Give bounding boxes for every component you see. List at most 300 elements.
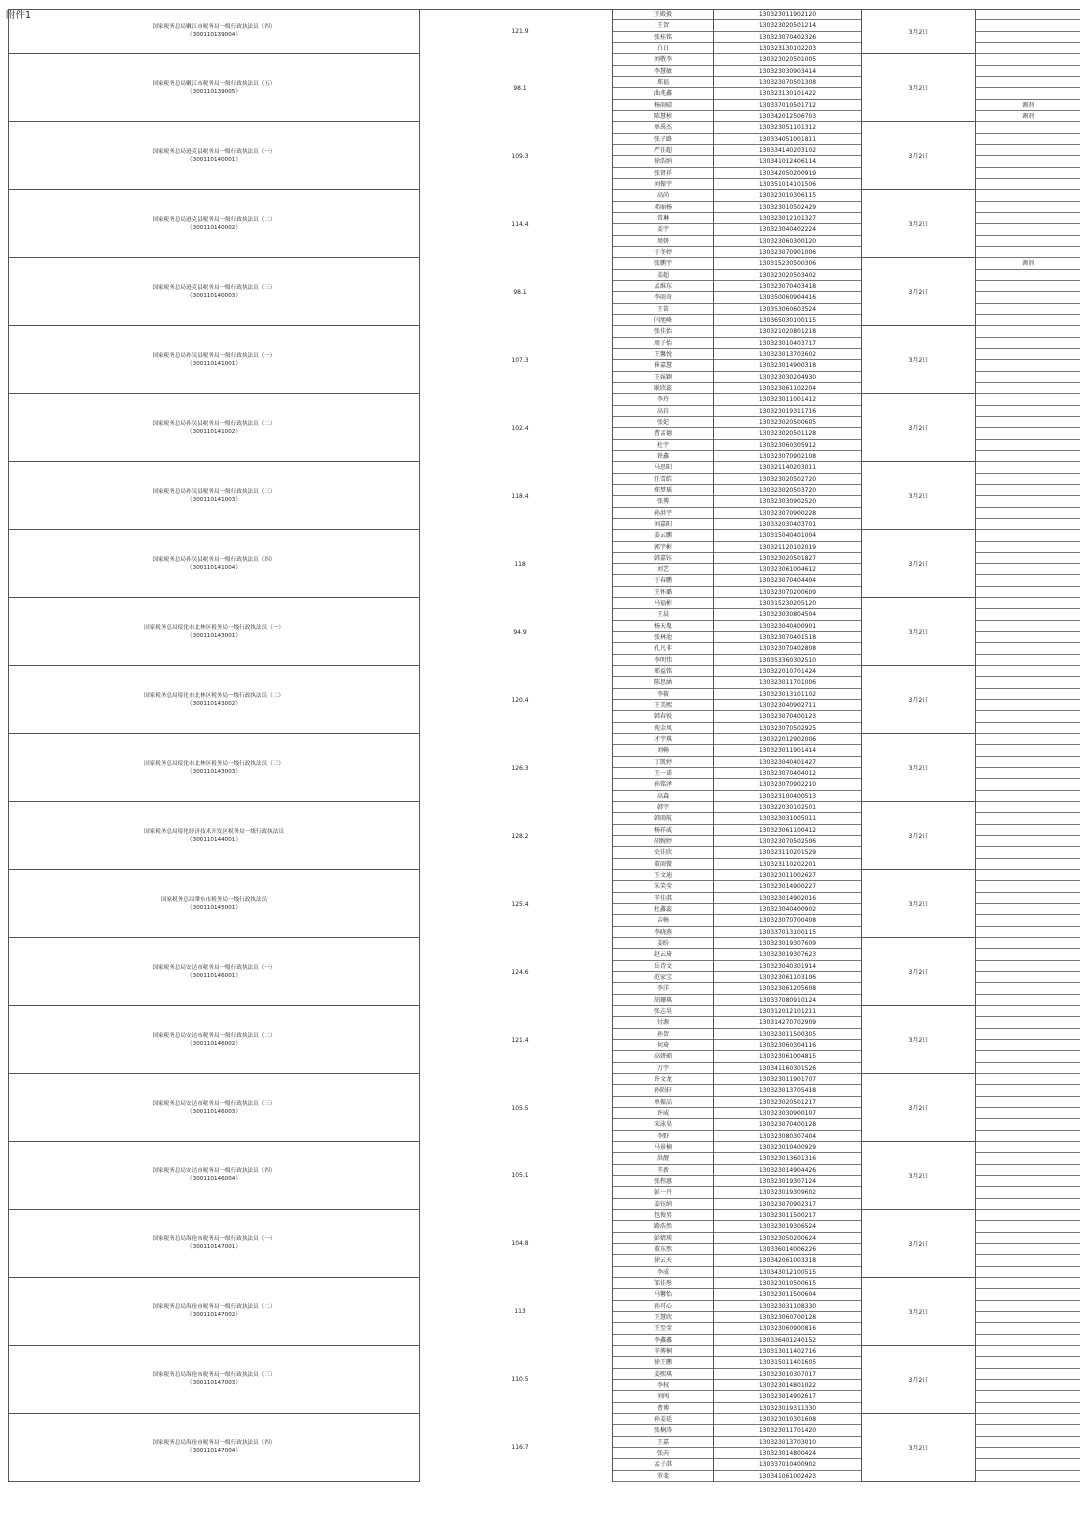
ids-column bbox=[714, 1210, 862, 1278]
candidate-id: 130323013703010 bbox=[714, 1437, 861, 1448]
note-cell bbox=[976, 1369, 1080, 1380]
candidate-name: 路浩然 bbox=[613, 1221, 713, 1232]
candidate-name: 杨祥威 bbox=[613, 825, 713, 836]
candidate-id: 130323020501214 bbox=[714, 20, 861, 31]
candidate-name: 于春鹏 bbox=[613, 575, 713, 586]
notes-column bbox=[976, 54, 1080, 122]
candidate-id: 130323010301608 bbox=[714, 1414, 861, 1425]
note-cell bbox=[976, 1063, 1080, 1074]
notes-column bbox=[976, 1210, 1080, 1278]
candidate-name: 马景楠 bbox=[613, 1142, 713, 1153]
note-cell bbox=[976, 281, 1080, 292]
note-cell bbox=[976, 66, 1080, 77]
candidate-id: 130323061102204 bbox=[714, 383, 861, 394]
interview-date-cell: 3月2日 bbox=[862, 530, 976, 598]
candidate-name: 单禹杰 bbox=[613, 122, 713, 133]
notes-column bbox=[976, 394, 1080, 462]
candidate-id: 130323130102203 bbox=[714, 43, 861, 54]
position-title: 国家税务总局安达市税务局一级行政执法员（二） bbox=[152, 1032, 276, 1039]
position-code: （300110146002） bbox=[187, 1040, 241, 1047]
candidate-id: 130323070901006 bbox=[714, 247, 861, 258]
candidate-id: 130323130101422 bbox=[714, 88, 861, 99]
candidate-name: 于冬婷 bbox=[613, 247, 713, 258]
candidate-name: 刘艺 bbox=[613, 564, 713, 575]
position-group bbox=[8, 1278, 1080, 1346]
candidate-id: 130323031005011 bbox=[714, 813, 861, 824]
position-title: 国家税务总局安达市税务局一级行政执法员（三） bbox=[152, 1100, 276, 1107]
names-column bbox=[612, 598, 714, 666]
candidate-id: 130323010400929 bbox=[714, 1142, 861, 1153]
position-title: 国家税务总局孙吴县税务局一级行政执法员（一） bbox=[152, 352, 276, 359]
position-cell bbox=[8, 666, 420, 734]
candidate-name: 李玲 bbox=[613, 394, 713, 405]
note-cell bbox=[976, 859, 1080, 870]
names-column bbox=[612, 802, 714, 870]
min-score-cell: 98.1 bbox=[513, 288, 527, 296]
candidate-name: 张妃 bbox=[613, 417, 713, 428]
ids-column bbox=[714, 9, 862, 54]
candidate-id: 130323014900227 bbox=[714, 881, 861, 892]
note-cell bbox=[976, 372, 1080, 383]
notes-column bbox=[976, 462, 1080, 530]
candidate-name: 郑梦瑶 bbox=[613, 485, 713, 496]
note-cell bbox=[976, 292, 1080, 303]
candidate-id: 130323019306524 bbox=[714, 1221, 861, 1232]
note-cell bbox=[976, 1074, 1080, 1085]
candidate-name: 赵云琦 bbox=[613, 949, 713, 960]
position-title: 国家税务总局安达市税务局一级行政执法员（四） bbox=[152, 1168, 276, 1175]
notes-column bbox=[976, 1142, 1080, 1210]
position-cell bbox=[8, 394, 420, 462]
ids-column bbox=[714, 1142, 862, 1210]
candidate-id: 130323070404404 bbox=[714, 575, 861, 586]
note-cell bbox=[976, 927, 1080, 938]
candidate-name: 辛博桐 bbox=[613, 1346, 713, 1357]
note-cell bbox=[976, 632, 1080, 643]
candidate-id: 130351014101506 bbox=[714, 179, 861, 190]
interview-date-cell: 3月2日 bbox=[862, 9, 976, 54]
candidate-id: 130323070502925 bbox=[714, 723, 861, 734]
candidate-name: 邹佳彤 bbox=[613, 1278, 713, 1289]
min-score-cell: 105.5 bbox=[511, 1104, 529, 1112]
candidate-name: 李成 bbox=[613, 1267, 713, 1278]
interview-date-cell: 3月2日 bbox=[862, 598, 976, 666]
position-group bbox=[8, 870, 1080, 938]
note-cell bbox=[976, 779, 1080, 790]
candidate-name: 徐王鹏 bbox=[613, 1357, 713, 1368]
names-column bbox=[612, 1278, 714, 1346]
candidate-id: 130323030900107 bbox=[714, 1108, 861, 1119]
candidate-id: 130323014904426 bbox=[714, 1165, 861, 1176]
candidate-name: 张志昊 bbox=[613, 1006, 713, 1017]
note-cell bbox=[976, 417, 1080, 428]
position-group bbox=[8, 258, 1080, 326]
candidate-id: 130323020500605 bbox=[714, 417, 861, 428]
notes-column bbox=[976, 870, 1080, 938]
note-cell bbox=[976, 904, 1080, 915]
candidate-id: 130323011500604 bbox=[714, 1289, 861, 1300]
candidate-name: 孟维东 bbox=[613, 281, 713, 292]
position-title: 国家税务总局绥化市北林区税务局一级行政执法员（二） bbox=[144, 692, 284, 699]
note-cell bbox=[976, 1040, 1080, 1051]
position-title: 国家税务总局海伦市税务局一级行政执法员（一） bbox=[152, 1236, 276, 1243]
candidate-name: 王馨悦 bbox=[613, 349, 713, 360]
candidate-id: 130323011500305 bbox=[714, 1029, 861, 1040]
candidate-id: 130337010501712 bbox=[714, 100, 861, 111]
note-cell bbox=[976, 1006, 1080, 1017]
candidate-name: 李筱 bbox=[613, 689, 713, 700]
note-cell bbox=[976, 1029, 1080, 1040]
candidate-id: 130323019311330 bbox=[714, 1403, 861, 1414]
candidate-name: 马思阳 bbox=[613, 462, 713, 473]
ids-column bbox=[714, 1006, 862, 1074]
note-cell: 调剂 bbox=[976, 111, 1080, 122]
candidate-name: 邓丽杨 bbox=[613, 202, 713, 213]
candidate-name: 周妍 bbox=[613, 236, 713, 247]
candidate-name: 单振品 bbox=[613, 1097, 713, 1108]
note-cell bbox=[976, 587, 1080, 598]
candidate-id: 130323060304116 bbox=[714, 1040, 861, 1051]
candidate-name: 洪靓 bbox=[613, 1153, 713, 1164]
position-group bbox=[8, 1006, 1080, 1074]
candidate-id: 130323060300120 bbox=[714, 236, 861, 247]
position-cell bbox=[8, 1006, 420, 1074]
candidate-name: 王晨 bbox=[613, 609, 713, 620]
note-cell bbox=[976, 893, 1080, 904]
note-cell bbox=[976, 1459, 1080, 1470]
note-cell bbox=[976, 88, 1080, 99]
candidate-id: 130323070402808 bbox=[714, 643, 861, 654]
candidate-name: 李慧敏 bbox=[613, 66, 713, 77]
min-score-cell: 104.8 bbox=[511, 1240, 529, 1248]
names-column bbox=[612, 1006, 714, 1074]
ids-column bbox=[714, 870, 862, 938]
candidate-id: 130342012506703 bbox=[714, 111, 861, 122]
ids-column bbox=[714, 598, 862, 666]
candidate-name: 高妍硕 bbox=[613, 1051, 713, 1062]
candidate-id: 130323010500615 bbox=[714, 1278, 861, 1289]
note-cell bbox=[976, 224, 1080, 235]
note-cell bbox=[976, 20, 1080, 31]
candidate-id: 130323030804504 bbox=[714, 609, 861, 620]
position-cell bbox=[8, 462, 420, 530]
notes-column bbox=[976, 1074, 1080, 1142]
candidate-id: 130323070502506 bbox=[714, 836, 861, 847]
candidate-id: 130315230500306 bbox=[714, 258, 861, 269]
note-cell bbox=[976, 542, 1080, 553]
candidate-id: 130323070501308 bbox=[714, 77, 861, 88]
candidate-id: 130323031108330 bbox=[714, 1301, 861, 1312]
candidate-id: 130322030102501 bbox=[714, 802, 861, 813]
candidate-name: 曹孟德 bbox=[613, 428, 713, 439]
note-cell bbox=[976, 1097, 1080, 1108]
candidate-id: 130323040902711 bbox=[714, 700, 861, 711]
note-cell bbox=[976, 1119, 1080, 1130]
candidate-id: 130321140203011 bbox=[714, 462, 861, 473]
names-column bbox=[612, 258, 714, 326]
candidate-name: 杜宇 bbox=[613, 440, 713, 451]
note-cell bbox=[976, 1233, 1080, 1244]
candidate-name: 徐云天 bbox=[613, 1255, 713, 1266]
position-group bbox=[8, 1210, 1080, 1278]
candidate-id: 130323040400901 bbox=[714, 621, 861, 632]
candidate-name: 罗斐 bbox=[613, 1471, 713, 1482]
candidate-id: 130323020501217 bbox=[714, 1097, 861, 1108]
position-code: （300110141003） bbox=[187, 496, 241, 503]
candidate-name: 张芮 bbox=[613, 1448, 713, 1459]
candidate-id: 130337010400902 bbox=[714, 1459, 861, 1470]
note-cell bbox=[976, 1380, 1080, 1391]
candidate-name: 郭宇彬 bbox=[613, 542, 713, 553]
position-cell bbox=[8, 530, 420, 598]
candidate-id: 130323019307609 bbox=[714, 938, 861, 949]
candidate-name: 陈慧桢 bbox=[613, 111, 713, 122]
min-score-cell: 94.9 bbox=[513, 628, 527, 636]
candidate-id: 130323061205608 bbox=[714, 983, 861, 994]
note-cell bbox=[976, 1289, 1080, 1300]
candidate-name: 李洋 bbox=[613, 983, 713, 994]
note-cell bbox=[976, 496, 1080, 507]
position-group bbox=[8, 1074, 1080, 1142]
interview-date-cell: 3月2日 bbox=[862, 1006, 976, 1074]
note-cell bbox=[976, 349, 1080, 360]
note-cell bbox=[976, 802, 1080, 813]
notes-column bbox=[976, 802, 1080, 870]
candidate-name: 张楠涛 bbox=[613, 1425, 713, 1436]
candidate-id: 130350060904416 bbox=[714, 292, 861, 303]
notes-column bbox=[976, 258, 1080, 326]
candidate-name: 闫旭峰 bbox=[613, 315, 713, 326]
position-code: （300110147003） bbox=[187, 1380, 241, 1387]
candidate-name: 董东然 bbox=[613, 1244, 713, 1255]
candidate-name: 岳诗文 bbox=[613, 961, 713, 972]
min-score-cell: 110.5 bbox=[511, 1376, 529, 1384]
min-score-cell: 102.4 bbox=[511, 424, 529, 432]
ids-column bbox=[714, 1346, 862, 1414]
candidate-id: 130343012100515 bbox=[714, 1267, 861, 1278]
candidate-name: 李明伟 bbox=[613, 655, 713, 666]
candidate-id: 130323011901707 bbox=[714, 1074, 861, 1085]
note-cell bbox=[976, 383, 1080, 394]
interview-date-cell: 3月2日 bbox=[862, 1074, 976, 1142]
names-column bbox=[612, 1074, 714, 1142]
candidate-name: 包俊男 bbox=[613, 1210, 713, 1221]
candidate-name: 董雨微 bbox=[613, 859, 713, 870]
candidate-name: 李野 bbox=[613, 1131, 713, 1142]
note-cell bbox=[976, 394, 1080, 405]
note-cell bbox=[976, 1403, 1080, 1414]
candidate-id: 130323040301914 bbox=[714, 961, 861, 972]
candidate-name: 刘畅 bbox=[613, 745, 713, 756]
position-cell bbox=[8, 870, 420, 938]
position-code: （300110145001） bbox=[187, 904, 241, 911]
position-code: （300110147002） bbox=[187, 1312, 241, 1319]
note-cell bbox=[976, 1278, 1080, 1289]
position-group bbox=[8, 1346, 1080, 1414]
min-score-cell: 126.3 bbox=[511, 764, 529, 772]
candidate-id: 130365030100115 bbox=[714, 315, 861, 326]
ids-column bbox=[714, 190, 862, 258]
ids-column bbox=[714, 394, 862, 462]
candidate-name: 彭婧瑛 bbox=[613, 1233, 713, 1244]
position-group bbox=[8, 598, 1080, 666]
ids-column bbox=[714, 1074, 862, 1142]
position-cell bbox=[8, 9, 420, 54]
ids-column bbox=[714, 1414, 862, 1482]
note-cell bbox=[976, 326, 1080, 337]
position-cell bbox=[8, 258, 420, 326]
note-cell bbox=[976, 598, 1080, 609]
position-title: 国家税务总局海伦市税务局一级行政执法员（三） bbox=[152, 1372, 276, 1379]
candidate-name: 曹博 bbox=[613, 1403, 713, 1414]
position-cell bbox=[8, 122, 420, 190]
candidate-id: 130313011402716 bbox=[714, 1346, 861, 1357]
interview-date-cell: 3月2日 bbox=[862, 1278, 976, 1346]
position-code: （300110141002） bbox=[187, 428, 241, 435]
candidate-id: 130323040401427 bbox=[714, 757, 861, 768]
candidate-name: 姜盼 bbox=[613, 938, 713, 949]
names-column bbox=[612, 1210, 714, 1278]
candidate-table bbox=[8, 9, 1080, 1509]
candidate-id: 130341061002423 bbox=[714, 1471, 861, 1482]
candidate-name: 刘敬李 bbox=[613, 54, 713, 65]
names-column bbox=[612, 734, 714, 802]
candidate-name: 付源 bbox=[613, 1017, 713, 1028]
candidate-id: 130334051001811 bbox=[714, 134, 861, 145]
note-cell bbox=[976, 1142, 1080, 1153]
note-cell bbox=[976, 315, 1080, 326]
candidate-id: 130323060900816 bbox=[714, 1323, 861, 1334]
ids-column bbox=[714, 1278, 862, 1346]
note-cell bbox=[976, 485, 1080, 496]
candidate-id: 130323040400902 bbox=[714, 904, 861, 915]
note-cell bbox=[976, 1085, 1080, 1096]
candidate-id: 130334140203102 bbox=[714, 145, 861, 156]
candidate-name: 胡婉婷 bbox=[613, 836, 713, 847]
note-cell bbox=[976, 1199, 1080, 1210]
ids-column bbox=[714, 530, 862, 598]
candidate-name: 陈思涵 bbox=[613, 677, 713, 688]
candidate-name: 宋泳昊 bbox=[613, 1119, 713, 1130]
candidate-id: 130323051101312 bbox=[714, 122, 861, 133]
candidate-id: 130323040402224 bbox=[714, 224, 861, 235]
candidate-id: 130323011500217 bbox=[714, 1210, 861, 1221]
position-group bbox=[8, 1414, 1080, 1482]
position-title: 国家税务总局嫩江市税务局一级行政执法员（四） bbox=[152, 24, 276, 31]
position-code: （300110140001） bbox=[187, 156, 241, 163]
min-score-cell: 114.4 bbox=[511, 220, 529, 228]
position-cell bbox=[8, 1210, 420, 1278]
min-score-cell: 121.9 bbox=[511, 28, 529, 36]
note-cell bbox=[976, 689, 1080, 700]
notes-column bbox=[976, 190, 1080, 258]
candidate-id: 130323070700408 bbox=[714, 915, 861, 926]
candidate-id: 130337080910124 bbox=[714, 995, 861, 1006]
candidate-name: 白日 bbox=[613, 43, 713, 54]
note-cell bbox=[976, 711, 1080, 722]
note-cell bbox=[976, 938, 1080, 949]
position-cell bbox=[8, 190, 420, 258]
note-cell bbox=[976, 9, 1080, 20]
names-column bbox=[612, 870, 714, 938]
note-cell bbox=[976, 304, 1080, 315]
notes-column bbox=[976, 1278, 1080, 1346]
position-cell bbox=[8, 598, 420, 666]
candidate-name: 常琳 bbox=[613, 213, 713, 224]
names-column bbox=[612, 1142, 714, 1210]
candidate-id: 130314270702909 bbox=[714, 1017, 861, 1028]
position-code: （300110143001） bbox=[187, 632, 241, 639]
interview-date-cell: 3月2日 bbox=[862, 1414, 976, 1482]
candidate-id: 130323019307124 bbox=[714, 1176, 861, 1187]
position-code: （300110147001） bbox=[187, 1244, 241, 1251]
candidate-name: 朱笑莹 bbox=[613, 881, 713, 892]
candidate-name: 铁鑫 bbox=[613, 451, 713, 462]
candidate-id: 130336401240152 bbox=[714, 1335, 861, 1346]
note-cell bbox=[976, 168, 1080, 179]
interview-date-cell: 3月2日 bbox=[862, 190, 976, 258]
note-cell bbox=[976, 1244, 1080, 1255]
note-cell bbox=[976, 236, 1080, 247]
candidate-name: 王笛 bbox=[613, 304, 713, 315]
note-cell bbox=[976, 122, 1080, 133]
candidate-name: 李晓燕 bbox=[613, 927, 713, 938]
note-cell bbox=[976, 553, 1080, 564]
note-cell bbox=[976, 1176, 1080, 1187]
candidate-name: 张贤祥 bbox=[613, 168, 713, 179]
note-cell bbox=[976, 1165, 1080, 1176]
candidate-name: 孟子淇 bbox=[613, 1459, 713, 1470]
position-group bbox=[8, 530, 1080, 598]
ids-column bbox=[714, 802, 862, 870]
candidate-id: 130342061003318 bbox=[714, 1255, 861, 1266]
position-code: （300110140002） bbox=[187, 224, 241, 231]
candidate-name: 孙昭轩 bbox=[613, 1085, 713, 1096]
candidate-id: 130315040401004 bbox=[714, 530, 861, 541]
notes-column bbox=[976, 326, 1080, 394]
candidate-id: 130323061103106 bbox=[714, 972, 861, 983]
candidate-id: 130323070403418 bbox=[714, 281, 861, 292]
candidate-name: 王妹颖 bbox=[613, 372, 713, 383]
candidate-id: 130323030902520 bbox=[714, 496, 861, 507]
candidate-id: 130323050200624 bbox=[714, 1233, 861, 1244]
notes-column bbox=[976, 9, 1080, 54]
candidate-name: 孔凡非 bbox=[613, 643, 713, 654]
candidate-name: 杨天胤 bbox=[613, 621, 713, 632]
ids-column bbox=[714, 54, 862, 122]
interview-date-cell: 3月2日 bbox=[862, 734, 976, 802]
candidate-name: 姜超 bbox=[613, 270, 713, 281]
position-title: 国家税务总局孙吴县税务局一级行政执法员（四） bbox=[152, 556, 276, 563]
note-cell bbox=[976, 677, 1080, 688]
note-cell bbox=[976, 949, 1080, 960]
min-score-cell: 109.3 bbox=[511, 152, 529, 160]
ids-column bbox=[714, 122, 862, 190]
note-cell bbox=[976, 723, 1080, 734]
candidate-id: 130323011701006 bbox=[714, 677, 861, 688]
note-cell bbox=[976, 961, 1080, 972]
note-cell bbox=[976, 77, 1080, 88]
candidate-id: 130323011002627 bbox=[714, 870, 861, 881]
note-cell bbox=[976, 1448, 1080, 1459]
note-cell bbox=[976, 1425, 1080, 1436]
note-cell bbox=[976, 54, 1080, 65]
candidate-id: 130322012902006 bbox=[714, 734, 861, 745]
position-title: 国家税务总局孙吴县税务局一级行政执法员（二） bbox=[152, 420, 276, 427]
note-cell bbox=[976, 440, 1080, 451]
note-cell bbox=[976, 1312, 1080, 1323]
candidate-id: 130323060700128 bbox=[714, 1312, 861, 1323]
